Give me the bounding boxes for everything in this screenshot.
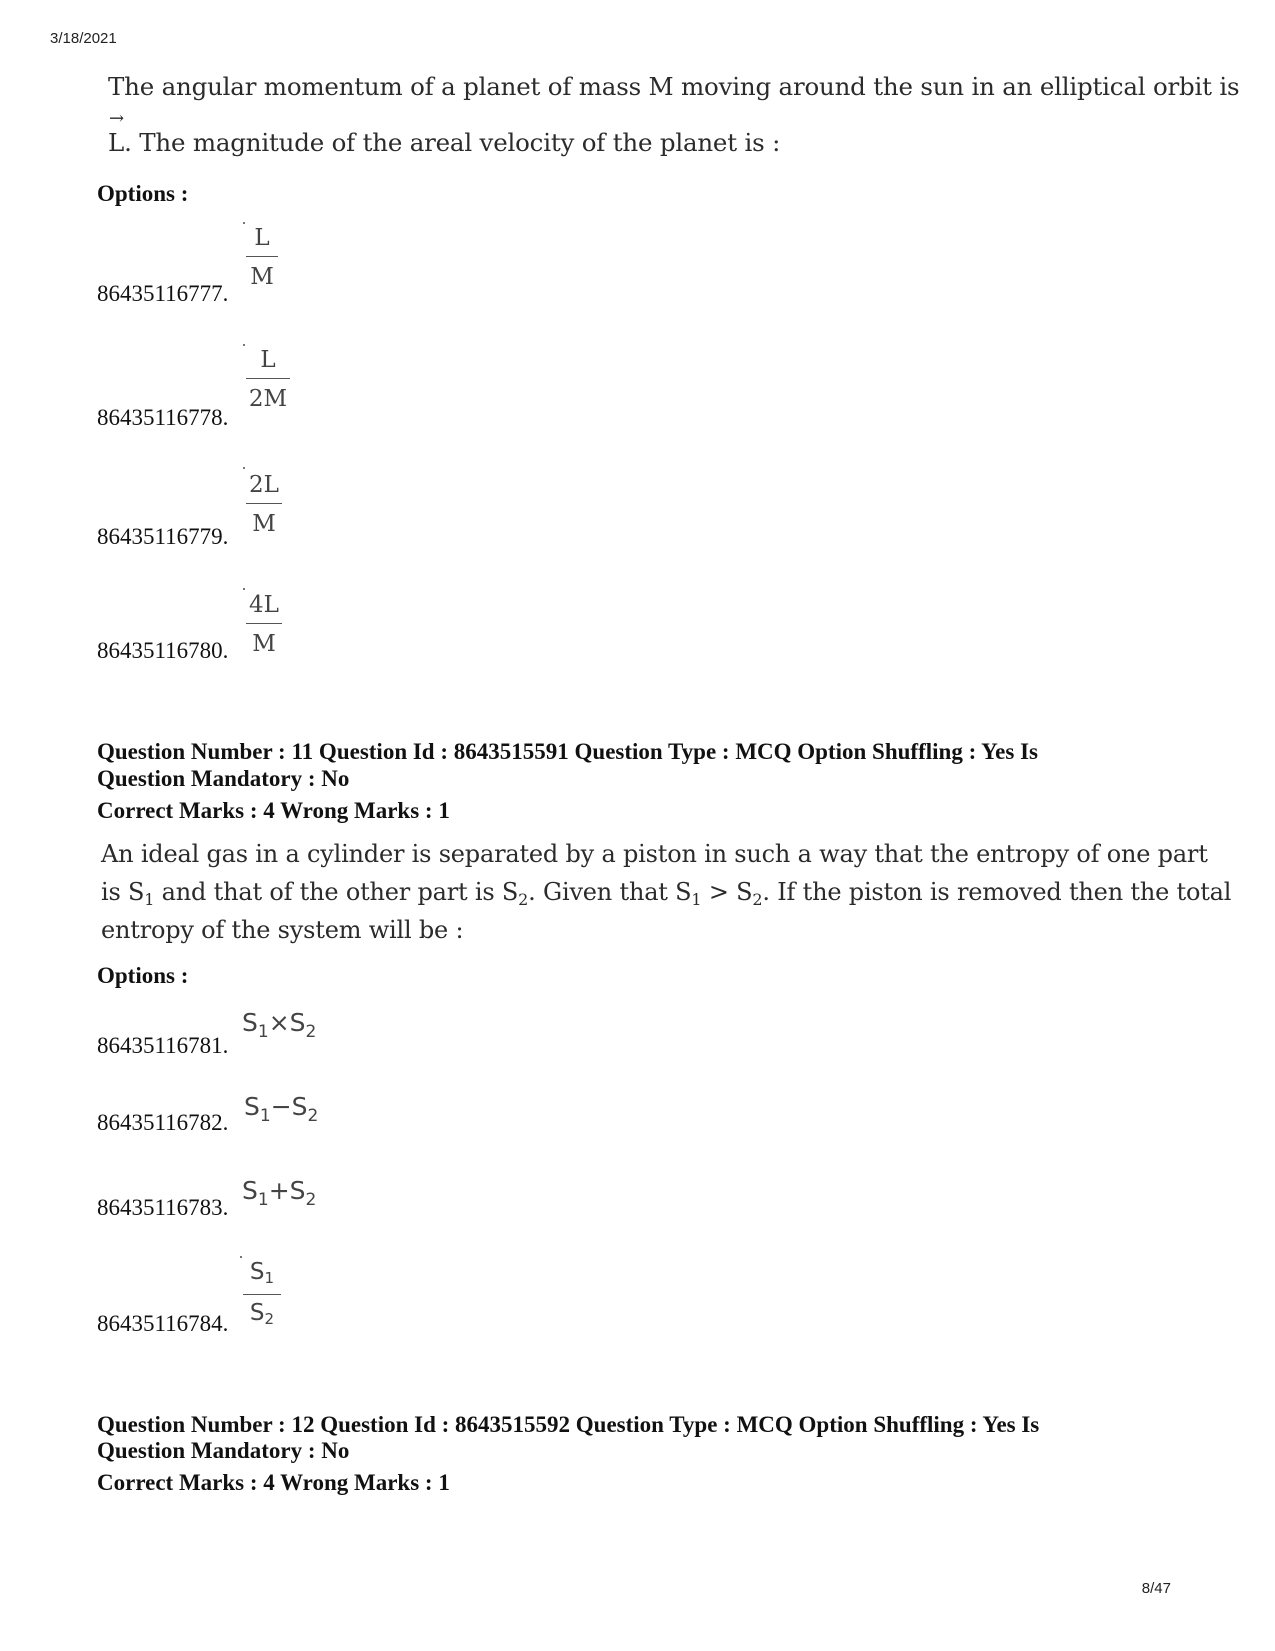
options-label-q10: Options : xyxy=(97,181,189,206)
question-11-meta-line2: Question Mandatory : No xyxy=(97,766,350,791)
option-formula-1: L M xyxy=(246,224,278,291)
question-11-text-line3: entropy of the system will be : xyxy=(101,916,464,944)
question-10-text-line2: → L. The magnitude of the areal velocity of the planet is : xyxy=(108,108,781,157)
option-formula-8: $S_1$ $S_2$ xyxy=(243,1258,281,1333)
question-11-meta-line1: Question Number : 11 Question Id : 8643515591 Question Type : MCQ Option Shuffling : Yes Is xyxy=(97,739,1038,764)
option-id-5[interactable]: 86435116781. xyxy=(97,1033,229,1058)
option-formula-6: $S_1-S_2$ xyxy=(244,1092,319,1126)
vector-L-symbol: → L xyxy=(108,108,125,157)
option-id-1[interactable]: 86435116777. xyxy=(97,281,229,306)
option-formula-5: $S_1\times S_2$ xyxy=(242,1008,317,1042)
vector-arrow-icon: → xyxy=(109,108,124,129)
option-formula-3: 2L M xyxy=(246,471,282,538)
option-id-8[interactable]: 86435116784. xyxy=(97,1311,229,1336)
question-12-meta-line1: Question Number : 12 Question Id : 8643515592 Question Type : MCQ Option Shuffling : Yes Is xyxy=(97,1412,1040,1437)
question-11-text-line1: An ideal gas in a cylinder is separated by a piston in such a way that the entropy of one part xyxy=(101,840,1208,868)
question-10-text-line1: The angular momentum of a planet of mass M moving around the sun in an elliptical orbit is xyxy=(108,72,1240,101)
option-formula-7: $S_1+S_2$ xyxy=(242,1176,317,1210)
option-formula-2: L 2M xyxy=(246,346,290,413)
option-id-2[interactable]: 86435116778. xyxy=(97,405,229,430)
question-12-marks: Correct Marks : 4 Wrong Marks : 1 xyxy=(97,1470,450,1495)
option-id-6[interactable]: 86435116782. xyxy=(97,1110,229,1135)
option-id-3[interactable]: 86435116779. xyxy=(97,524,229,549)
options-label-q11: Options : xyxy=(97,963,189,988)
option-formula-4: 4L M xyxy=(246,591,282,658)
question-11-marks: Correct Marks : 4 Wrong Marks : 1 xyxy=(97,798,450,823)
print-date: 3/18/2021 xyxy=(50,30,117,47)
question-12-meta-line2: Question Mandatory : No xyxy=(97,1438,350,1463)
question-11-text-line2: is $S_1$ and that of the other part is $S_2$. Given that $S_1 > S_2$. If the piston is removed then the total xyxy=(101,878,1232,909)
option-id-4[interactable]: 86435116780. xyxy=(97,638,229,663)
page-number: 8/47 xyxy=(1141,1580,1171,1597)
option-id-7[interactable]: 86435116783. xyxy=(97,1195,229,1220)
